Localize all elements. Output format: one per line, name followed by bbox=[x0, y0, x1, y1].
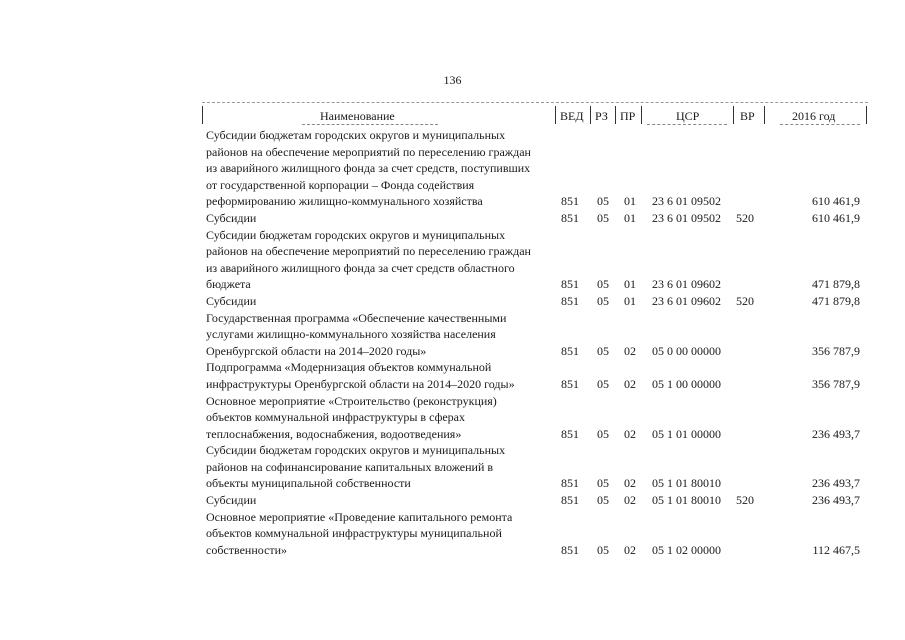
table-row bbox=[206, 359, 866, 392]
amount-cell: 356 787,9 bbox=[812, 376, 860, 391]
header-underline bbox=[647, 124, 727, 125]
rz-cell: 05 bbox=[597, 277, 609, 292]
amount-cell: 236 493,7 bbox=[812, 493, 860, 508]
ved-cell: 851 bbox=[561, 210, 579, 225]
table-row bbox=[206, 442, 866, 492]
csr-cell: 05 1 01 80010 bbox=[652, 493, 721, 508]
csr-cell: 05 1 00 00000 bbox=[652, 376, 721, 391]
vr-cell: 520 bbox=[736, 210, 754, 225]
rz-cell: 05 bbox=[597, 210, 609, 225]
ved-cell: 851 bbox=[561, 277, 579, 292]
ved-cell: 851 bbox=[561, 293, 579, 308]
row-name-line: объектов коммунальной инфраструктуры муниципальной bbox=[206, 526, 502, 541]
row-name-line: бюджета bbox=[206, 277, 251, 292]
ved-cell: 851 bbox=[561, 376, 579, 391]
table-row bbox=[206, 492, 866, 509]
pr-cell: 02 bbox=[624, 343, 636, 358]
header-top-rule bbox=[202, 102, 868, 103]
row-name-line: Оренбургской области на 2014–2020 годы» bbox=[206, 343, 427, 358]
row-name-line: объекты муниципальной собственности bbox=[206, 476, 411, 491]
csr-cell: 05 1 01 00000 bbox=[652, 426, 721, 441]
pr-cell: 01 bbox=[624, 293, 636, 308]
row-codes bbox=[206, 542, 866, 559]
row-name-line: районов на обеспечение мероприятий по переселению граждан bbox=[206, 244, 531, 259]
row-codes bbox=[206, 343, 866, 360]
csr-cell: 23 6 01 09502 bbox=[652, 194, 721, 209]
rz-cell: 05 bbox=[597, 343, 609, 358]
row-name-line: Основное мероприятие «Строительство (реконструкция) bbox=[206, 393, 497, 408]
row-codes bbox=[206, 376, 866, 393]
rz-cell: 05 bbox=[597, 426, 609, 441]
row-codes bbox=[206, 475, 866, 492]
csr-cell: 05 0 00 00000 bbox=[652, 343, 721, 358]
header-ved: ВЕД bbox=[560, 109, 584, 123]
row-name-line: Государственная программа «Обеспечение качественными bbox=[206, 310, 507, 325]
row-name-line: Основное мероприятие «Проведение капитального ремонта bbox=[206, 509, 513, 524]
header-separator bbox=[555, 106, 556, 124]
amount-cell: 610 461,9 bbox=[812, 194, 860, 209]
vr-cell: 520 bbox=[736, 293, 754, 308]
page-number: 136 bbox=[443, 73, 462, 87]
header-separator bbox=[866, 106, 867, 124]
pr-cell: 02 bbox=[624, 493, 636, 508]
ved-cell: 851 bbox=[561, 343, 579, 358]
row-name-line: Подпрограмма «Модернизация объектов коммунальной bbox=[206, 360, 492, 375]
row-name-line: районов на софинансирование капитальных вложений в bbox=[206, 459, 494, 474]
row-name-line: из аварийного жилищного фонда за счет средств, поступивших bbox=[206, 161, 531, 176]
vr-cell: 520 bbox=[736, 493, 754, 508]
table-row bbox=[206, 210, 866, 227]
header-name: Наименование bbox=[320, 109, 395, 123]
header-separator bbox=[615, 106, 616, 124]
amount-cell: 471 879,8 bbox=[812, 277, 860, 292]
pr-cell: 01 bbox=[624, 210, 636, 225]
row-name-line: районов на обеспечение мероприятий по переселению граждан bbox=[206, 144, 531, 159]
header-underline bbox=[302, 124, 438, 125]
ved-cell: 851 bbox=[561, 476, 579, 491]
row-name-line: Субсидии бюджетам городских округов и муниципальных bbox=[206, 443, 506, 458]
rz-cell: 05 bbox=[597, 493, 609, 508]
row-codes bbox=[206, 193, 866, 210]
row-codes bbox=[206, 293, 866, 310]
row-name-line: от государственной корпорации – Фонда содействия bbox=[206, 177, 475, 192]
header-csr: ЦСР bbox=[676, 109, 700, 123]
row-name-line: объектов коммунальной инфраструктуры в сферах bbox=[206, 410, 465, 425]
amount-cell: 112 467,5 bbox=[812, 542, 860, 557]
row-name-line: Субсидии бюджетам городских округов и муниципальных bbox=[206, 227, 506, 242]
pr-cell: 01 bbox=[624, 194, 636, 209]
pr-cell: 02 bbox=[624, 542, 636, 557]
row-name-line: Субсидии bbox=[206, 210, 257, 225]
amount-cell: 356 787,9 bbox=[812, 343, 860, 358]
rz-cell: 05 bbox=[597, 476, 609, 491]
pr-cell: 02 bbox=[624, 376, 636, 391]
row-codes bbox=[206, 276, 866, 293]
row-codes bbox=[206, 492, 866, 509]
pr-cell: 02 bbox=[624, 476, 636, 491]
row-name-line: Субсидии bbox=[206, 293, 257, 308]
rz-cell: 05 bbox=[597, 194, 609, 209]
header-year: 2016 год bbox=[792, 109, 836, 123]
rz-cell: 05 bbox=[597, 293, 609, 308]
pr-cell: 02 bbox=[624, 426, 636, 441]
amount-cell: 236 493,7 bbox=[812, 426, 860, 441]
row-name-line: собственности» bbox=[206, 542, 288, 557]
table-body bbox=[206, 127, 866, 558]
row-codes bbox=[206, 426, 866, 443]
row-name-line: Субсидии бюджетам городских округов и муниципальных bbox=[206, 128, 506, 142]
amount-cell: 471 879,8 bbox=[812, 293, 860, 308]
ved-cell: 851 bbox=[561, 194, 579, 209]
rz-cell: 05 bbox=[597, 542, 609, 557]
ved-cell: 851 bbox=[561, 542, 579, 557]
header-vr: ВР bbox=[740, 109, 755, 123]
amount-cell: 610 461,9 bbox=[812, 210, 860, 225]
row-name-line: реформированию жилищно-коммунального хозяйства bbox=[206, 194, 483, 209]
row-name-line: из аварийного жилищного фонда за счет средств областного bbox=[206, 260, 515, 275]
header-separator bbox=[733, 106, 734, 124]
row-name-line: Субсидии bbox=[206, 493, 257, 508]
table-row bbox=[206, 127, 866, 210]
csr-cell: 23 6 01 09602 bbox=[652, 293, 721, 308]
csr-cell: 05 1 02 00000 bbox=[652, 542, 721, 557]
table-header bbox=[202, 106, 868, 124]
csr-cell: 23 6 01 09502 bbox=[652, 210, 721, 225]
table-row bbox=[206, 509, 866, 559]
csr-cell: 05 1 01 80010 bbox=[652, 476, 721, 491]
header-separator bbox=[641, 106, 642, 124]
csr-cell: 23 6 01 09602 bbox=[652, 277, 721, 292]
row-name-line: теплоснабжения, водоснабжения, водоотведения» bbox=[206, 426, 462, 441]
header-separator bbox=[764, 106, 765, 124]
table-row bbox=[206, 227, 866, 293]
table-row bbox=[206, 393, 866, 443]
ved-cell: 851 bbox=[561, 493, 579, 508]
header-separator bbox=[202, 106, 203, 124]
header-underline bbox=[780, 124, 860, 125]
row-name-line: услугами жилищно-коммунального хозяйства населения bbox=[206, 327, 496, 342]
header-rz: РЗ bbox=[595, 109, 608, 123]
header-pr: ПР bbox=[620, 109, 636, 123]
row-name-line: инфраструктуры Оренбургской области на 2014–2020 годы» bbox=[206, 376, 515, 391]
table-row bbox=[206, 310, 866, 360]
pr-cell: 01 bbox=[624, 277, 636, 292]
rz-cell: 05 bbox=[597, 376, 609, 391]
header-separator bbox=[590, 106, 591, 124]
amount-cell: 236 493,7 bbox=[812, 476, 860, 491]
row-codes bbox=[206, 210, 866, 227]
ved-cell: 851 bbox=[561, 426, 579, 441]
table-row bbox=[206, 293, 866, 310]
